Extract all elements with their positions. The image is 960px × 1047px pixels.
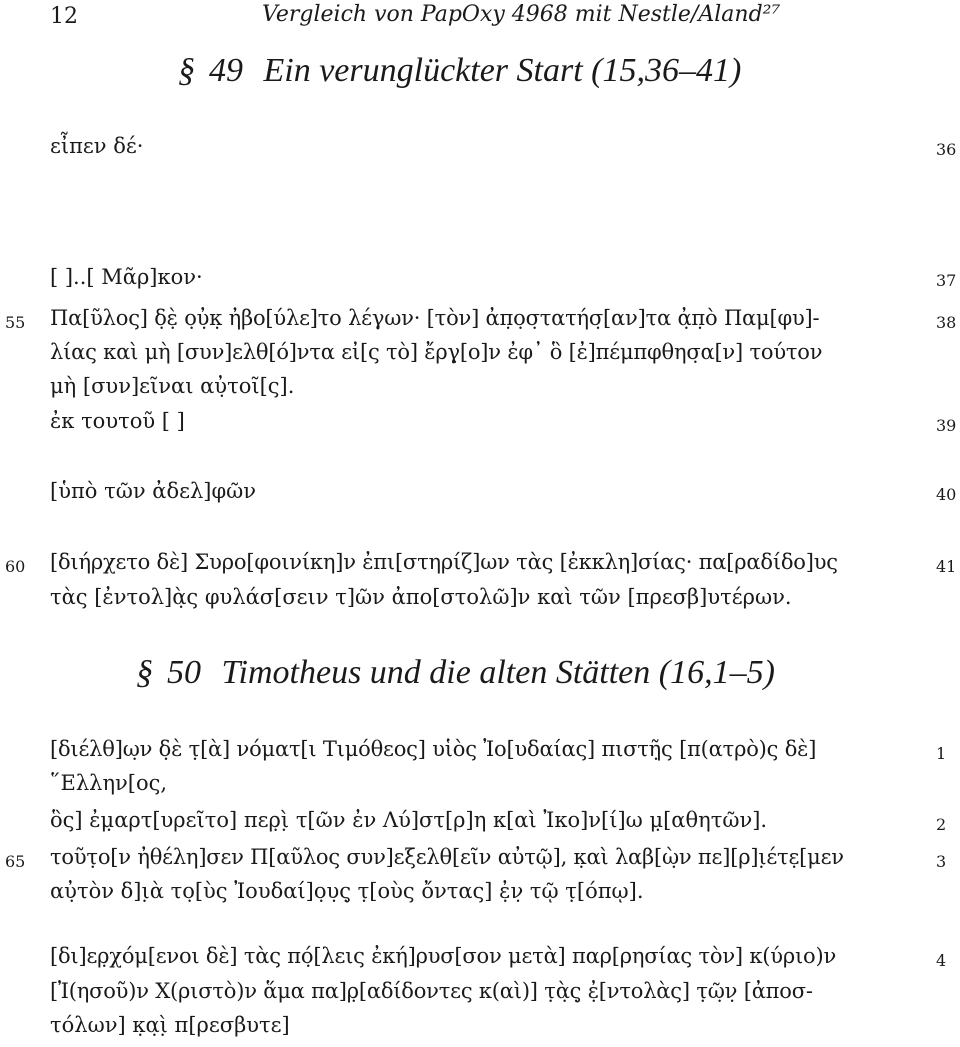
section-mark: § <box>136 654 153 691</box>
verse-number: 36 <box>936 140 957 159</box>
verse-number: 37 <box>936 271 957 290</box>
verse-number: 39 <box>936 416 957 435</box>
verse-number: 38 <box>936 313 957 332</box>
verse-number: 41 <box>936 557 957 576</box>
text-line: [διέλθ]ω̣ν δ̣ὲ τ̣[ὰ] νόματ[ι Τιμόθεος] υἱὸς Ἰο[υδαίας] πιστῆ̣ς [π(ατρὸ)ς δὲ] <box>50 737 817 761</box>
section-heading-49 <box>178 52 741 90</box>
section-heading-50 <box>136 654 775 692</box>
text-line: [δι]ερ̣χόμ[ενοι δὲ] τὰς πό̣[λεις ἐκή]ρυσ[σον μετὰ] παρ[ρησίας τὸν] κ(ύριο)ν <box>50 944 837 968</box>
margin-line-number: 55 <box>5 313 26 332</box>
section-mark: § <box>178 52 195 89</box>
text-line: τοῦτ̣ο[ν ἠθέλη]σεν Π[αῦλος συν]εξελθ[εῖν αὐτῷ], κ̣αὶ λαβ[ὼ̣ν πε][ρ]ι̣έτε̣[μεν <box>50 845 844 869</box>
text-line: ῞Ελλην[ος, <box>50 771 168 795</box>
section-title: Ein verunglückter Start (15,36–41) <box>263 52 742 89</box>
text-line: [διήρχετο δὲ] Συρο[φοινίκη]ν ἐπι[στηρίζ]ων τὰς [ἐκκλη]σίας· πα[ραδίδο]υς <box>50 550 838 574</box>
page-number: 12 <box>50 4 78 29</box>
text-line: [ὑπὸ τῶν ἀδελ]φῶν <box>50 479 257 503</box>
text-line: ὃς] ἐμ̣αρτ[υρεῖτο] περ̣ὶ̣ τ[ῶν ἐν Λύ]στ[ρ]η κ[αὶ Ἰκο]ν[ί]ω μ̣[αθητῶν]. <box>50 808 768 832</box>
text-line: [ ]..[ Μᾶρ]κον· <box>50 265 203 289</box>
verse-number: 3 <box>936 852 947 871</box>
text-line: τόλων] κ̣α̣ὶ̣ π[ρεσβυτε] <box>50 1013 290 1037</box>
text-line: μὴ [συν]εῖναι αὐ̣τοῖ[ς]. <box>50 374 295 398</box>
text-line: αὐ̣τὸν δ]ι̣ὰ το̣[ὺς Ἰουδαί]ο̣υ̣ς̣ τ̣[οὺς ὄντας] ἐ̣ν̣ τῷ τ̣[όπῳ]. <box>50 879 644 903</box>
verse-number: 40 <box>936 485 957 504</box>
section-number: 49 <box>209 52 243 89</box>
text-line: ἐκ τουτοῦ [ ] <box>50 409 185 433</box>
text-line: Πα[ῦλος] δ̣ὲ̣ ο̣ὐ̣κ̣ ἠβο[ύλε]το λέγων· [τὸν] ἀπ̣ο̣σ̣τατήσ̣[αν]τα ἀ̣π̣ὸ Παμ[φυ]- <box>50 306 820 330</box>
text-line: τὰς [ἐντολ]ὰ̣ς φυλάσ[σειν τ]ῶν ἀπο[στολῶ]ν καὶ τῶν [πρεσβ]υτέρων. <box>50 585 792 609</box>
margin-line-number: 65 <box>5 852 26 871</box>
margin-line-number: 60 <box>5 557 26 576</box>
section-title: Timotheus und die alten Stätten (16,1–5) <box>221 654 775 691</box>
section-number: 50 <box>167 654 201 691</box>
text-line: [Ἰ(ησοῦ)ν Χ(ριστὸ)ν ἅμα πα]ρ̣[αδίδοντες κ(αὶ)] τ̣ὰ̣ς̣ ἐ̣[ντολὰς] τ̣ῶ̣ν̣ [ἀποσ- <box>50 979 813 1003</box>
verse-number: 2 <box>936 815 947 834</box>
running-title: Vergleich von PapOxy 4968 mit Nestle/Aland²⁷ <box>262 2 781 27</box>
verse-number: 1 <box>936 744 947 763</box>
verse-number: 4 <box>936 951 947 970</box>
text-line: λίας καὶ μὴ [συν]ελθ[ό]ντα εἰ[ς τὸ] ἔργ̣[ο]ν ἐφ᾽ ὃ [ἐ]πέμπφθησ̣α[ν] τούτον <box>50 340 823 364</box>
text-line: εἶπεν δέ· <box>50 134 144 158</box>
